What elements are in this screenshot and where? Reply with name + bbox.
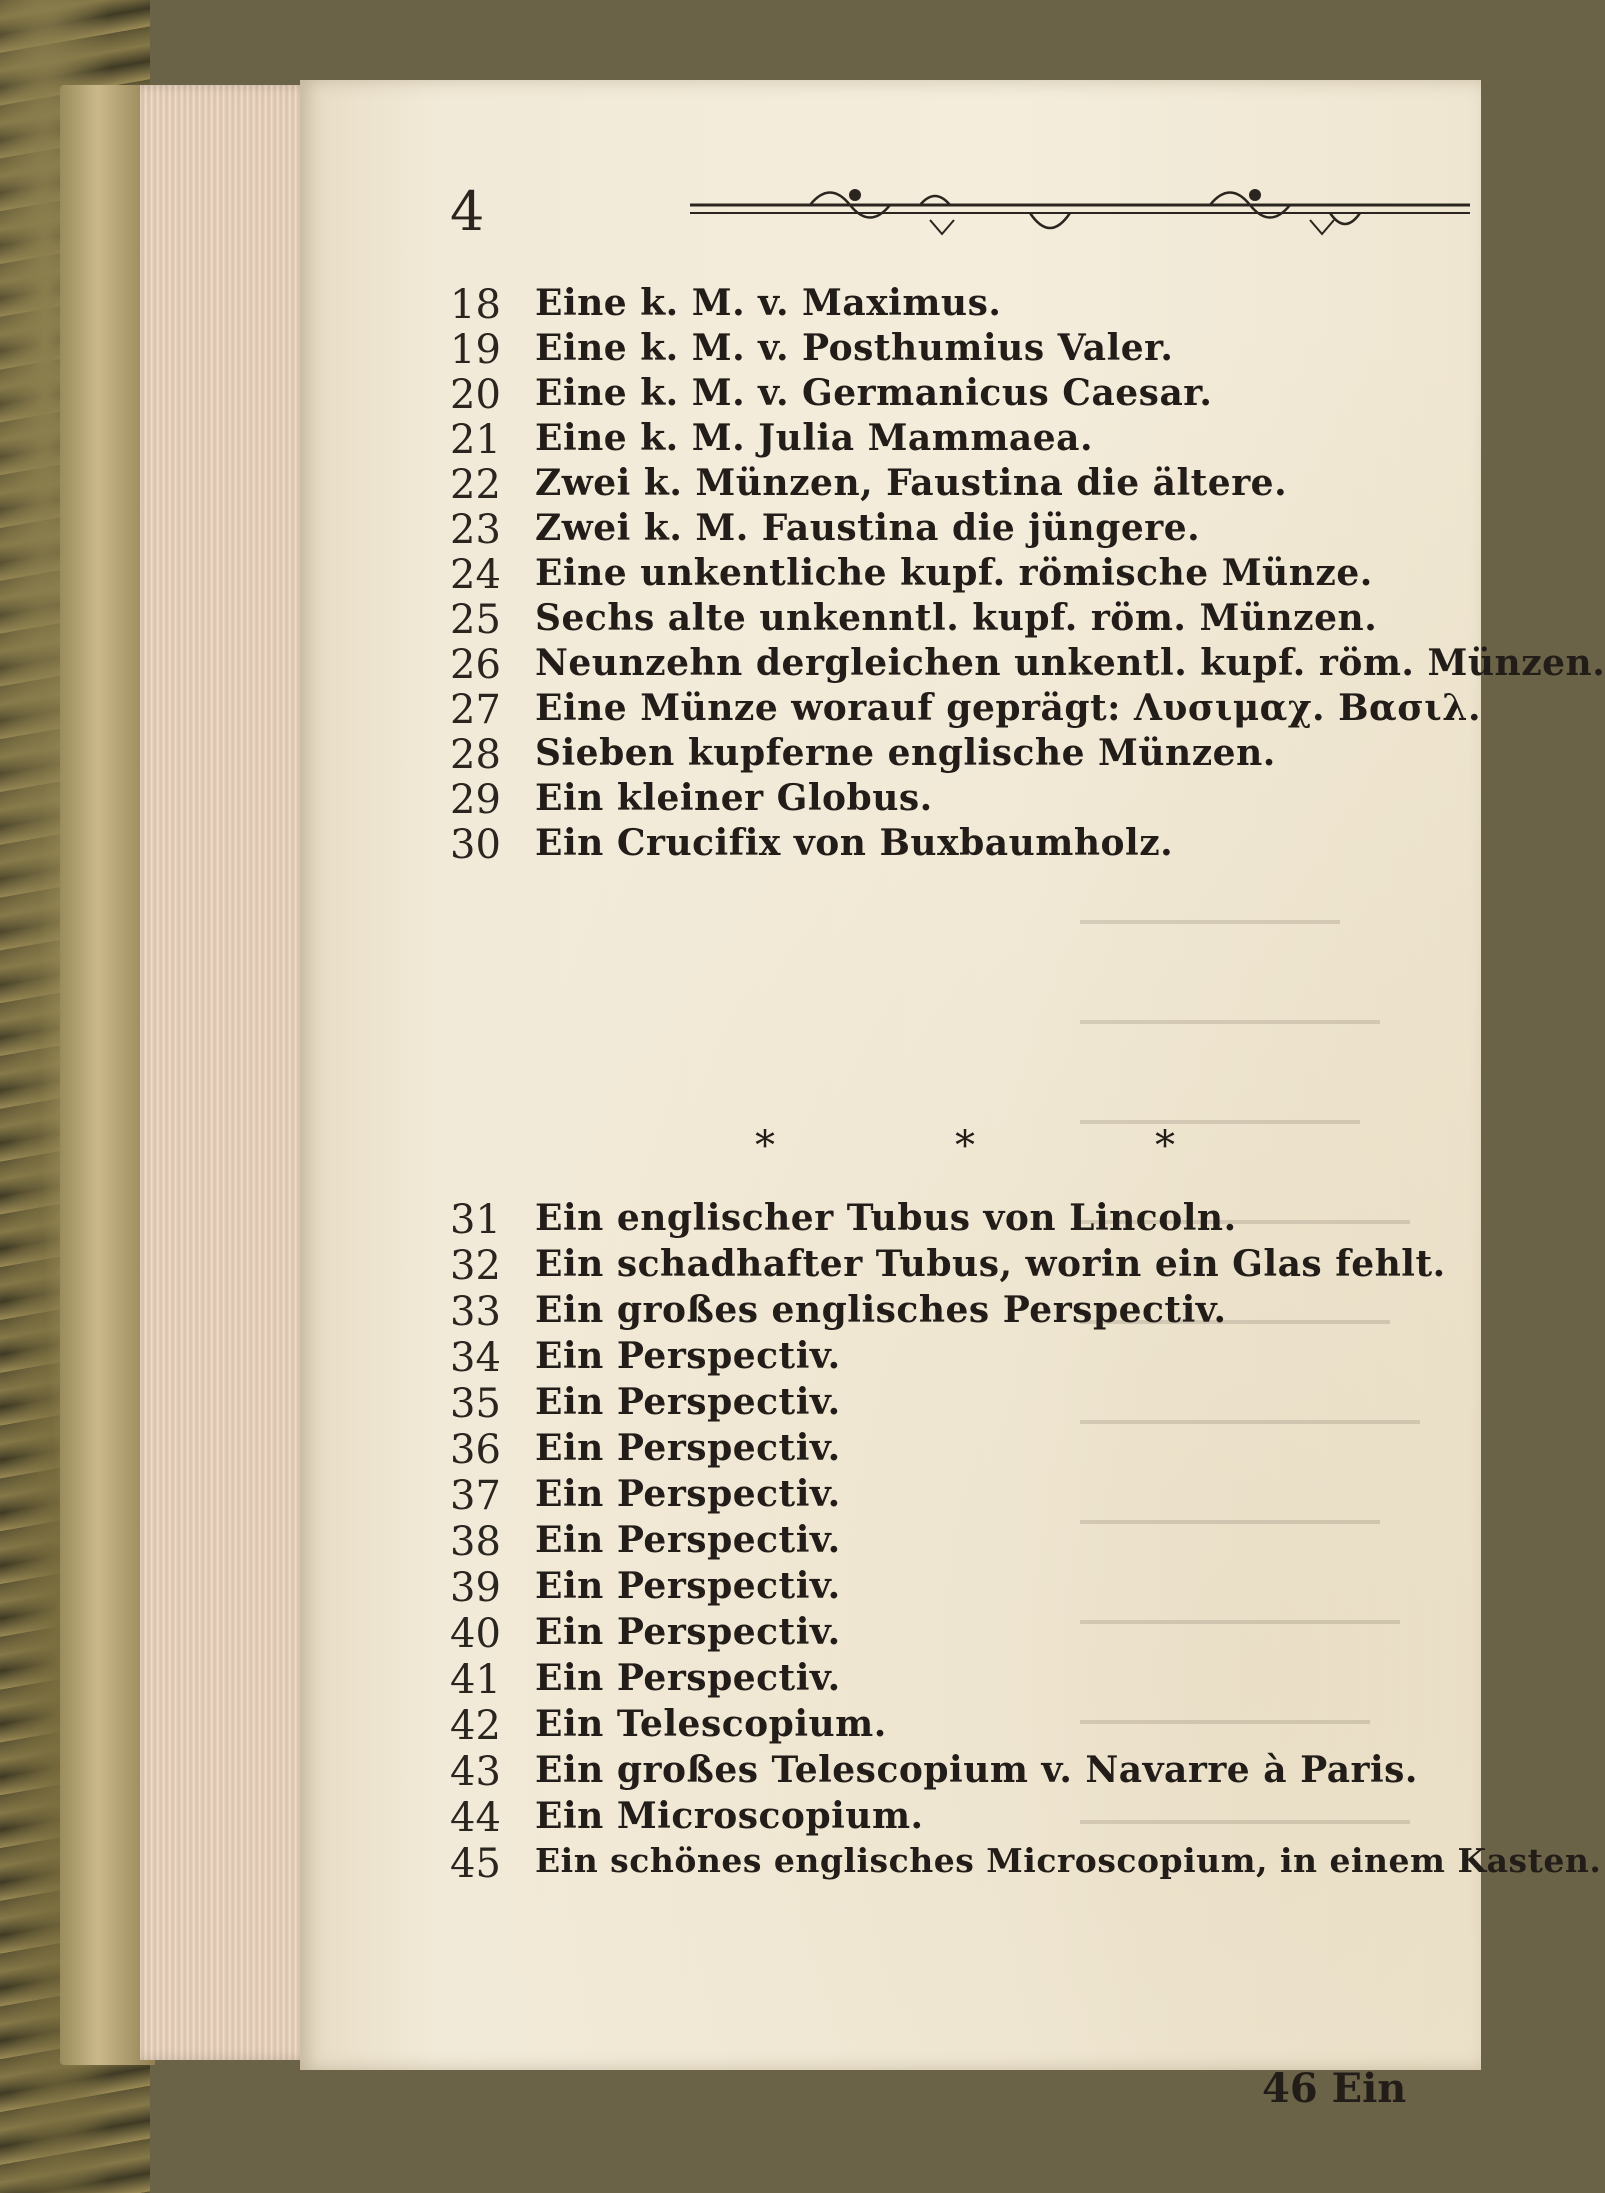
page-number: 4 — [450, 180, 485, 243]
entry-number: 33 — [450, 1289, 501, 1335]
entry-number: 32 — [450, 1243, 501, 1289]
asterisk: * — [755, 1123, 775, 1169]
entry-number: 24 — [450, 552, 501, 598]
entry-text: Ein Perspectiv. — [535, 1519, 841, 1561]
entry-text: Sieben kupferne englische Münzen. — [535, 732, 1276, 774]
entry-text: Ein großes Telescopium v. Navarre à Paris. — [535, 1749, 1418, 1791]
entry-number: 31 — [450, 1197, 501, 1243]
header-ornament — [690, 165, 1470, 255]
entry-number: 27 — [450, 687, 501, 733]
entry-number: 21 — [450, 417, 501, 463]
entry-text: Ein Crucifix von Buxbaumholz. — [535, 822, 1174, 864]
entry-number: 36 — [450, 1427, 501, 1473]
entry-number: 45 — [450, 1841, 501, 1887]
entry-number: 29 — [450, 777, 501, 823]
entry-text: Neunzehn dergleichen unkentl. kupf. röm. Münzen. — [535, 642, 1605, 684]
entry-text: Ein schadhafter Tubus, worin ein Glas fehlt. — [535, 1243, 1446, 1285]
entry-number: 41 — [450, 1657, 501, 1703]
entry-number: 35 — [450, 1381, 501, 1427]
entry-text: Ein englischer Tubus von Lincoln. — [535, 1197, 1237, 1239]
entry-text: Ein großes englisches Perspectiv. — [535, 1289, 1227, 1331]
entry-number: 44 — [450, 1795, 501, 1841]
entry-number: 38 — [450, 1519, 501, 1565]
entry-text: Zwei k. M. Faustina die jüngere. — [535, 507, 1201, 549]
entry-number: 30 — [450, 822, 501, 868]
entry-text: Eine k. M. Julia Mammaea. — [535, 417, 1094, 459]
entry-text: Ein kleiner Globus. — [535, 777, 933, 819]
entry-text: Ein Perspectiv. — [535, 1565, 841, 1607]
entry-number: 26 — [450, 642, 501, 688]
entry-number: 19 — [450, 327, 501, 373]
entry-text: Ein Perspectiv. — [535, 1335, 841, 1377]
entry-text: Ein schönes englisches Microscopium, in einem Kasten. — [535, 1841, 1602, 1880]
entry-text: Ein Perspectiv. — [535, 1381, 841, 1423]
entry-number: 43 — [450, 1749, 501, 1795]
entry-number: 37 — [450, 1473, 501, 1519]
entry-text: Ein Perspectiv. — [535, 1657, 841, 1699]
page-edges — [140, 85, 320, 2060]
entry-number: 39 — [450, 1565, 501, 1611]
entry-number: 40 — [450, 1611, 501, 1657]
entry-number: 28 — [450, 732, 501, 778]
entry-text: Ein Telescopium. — [535, 1703, 887, 1745]
asterisk: * — [955, 1123, 975, 1169]
entry-text: Eine k. M. v. Germanicus Caesar. — [535, 372, 1213, 414]
book-page — [300, 80, 1605, 2112]
entry-text: Ein Perspectiv. — [535, 1427, 841, 1469]
entry-number: 23 — [450, 507, 501, 553]
entry-text: Eine unkentliche kupf. römische Münze. — [535, 552, 1373, 594]
asterisk: * — [1155, 1123, 1175, 1169]
entry-number: 20 — [450, 372, 501, 418]
entry-number: 42 — [450, 1703, 501, 1749]
entry-text: Eine k. M. v. Maximus. — [535, 282, 1002, 324]
entry-number: 25 — [450, 597, 501, 643]
entry-number: 18 — [450, 282, 501, 328]
entry-number: 22 — [450, 462, 501, 508]
section-separator — [755, 1123, 1175, 1169]
entry-text: Eine Münze worauf geprägt: Λυσιμαχ. Βασιλ. — [535, 687, 1481, 729]
entry-text: Sechs alte unkenntl. kupf. röm. Münzen. — [535, 597, 1378, 639]
entry-text: Ein Microscopium. — [535, 1795, 924, 1837]
entry-number: 34 — [450, 1335, 501, 1381]
entry-text: Eine k. M. v. Posthumius Valer. — [535, 327, 1174, 369]
entry-text: Ein Perspectiv. — [535, 1611, 841, 1653]
catchword: 46 Ein — [1262, 2065, 1407, 2112]
entry-text: Zwei k. Münzen, Faustina die ältere. — [535, 462, 1288, 504]
entry-text: Ein Perspectiv. — [535, 1473, 841, 1515]
